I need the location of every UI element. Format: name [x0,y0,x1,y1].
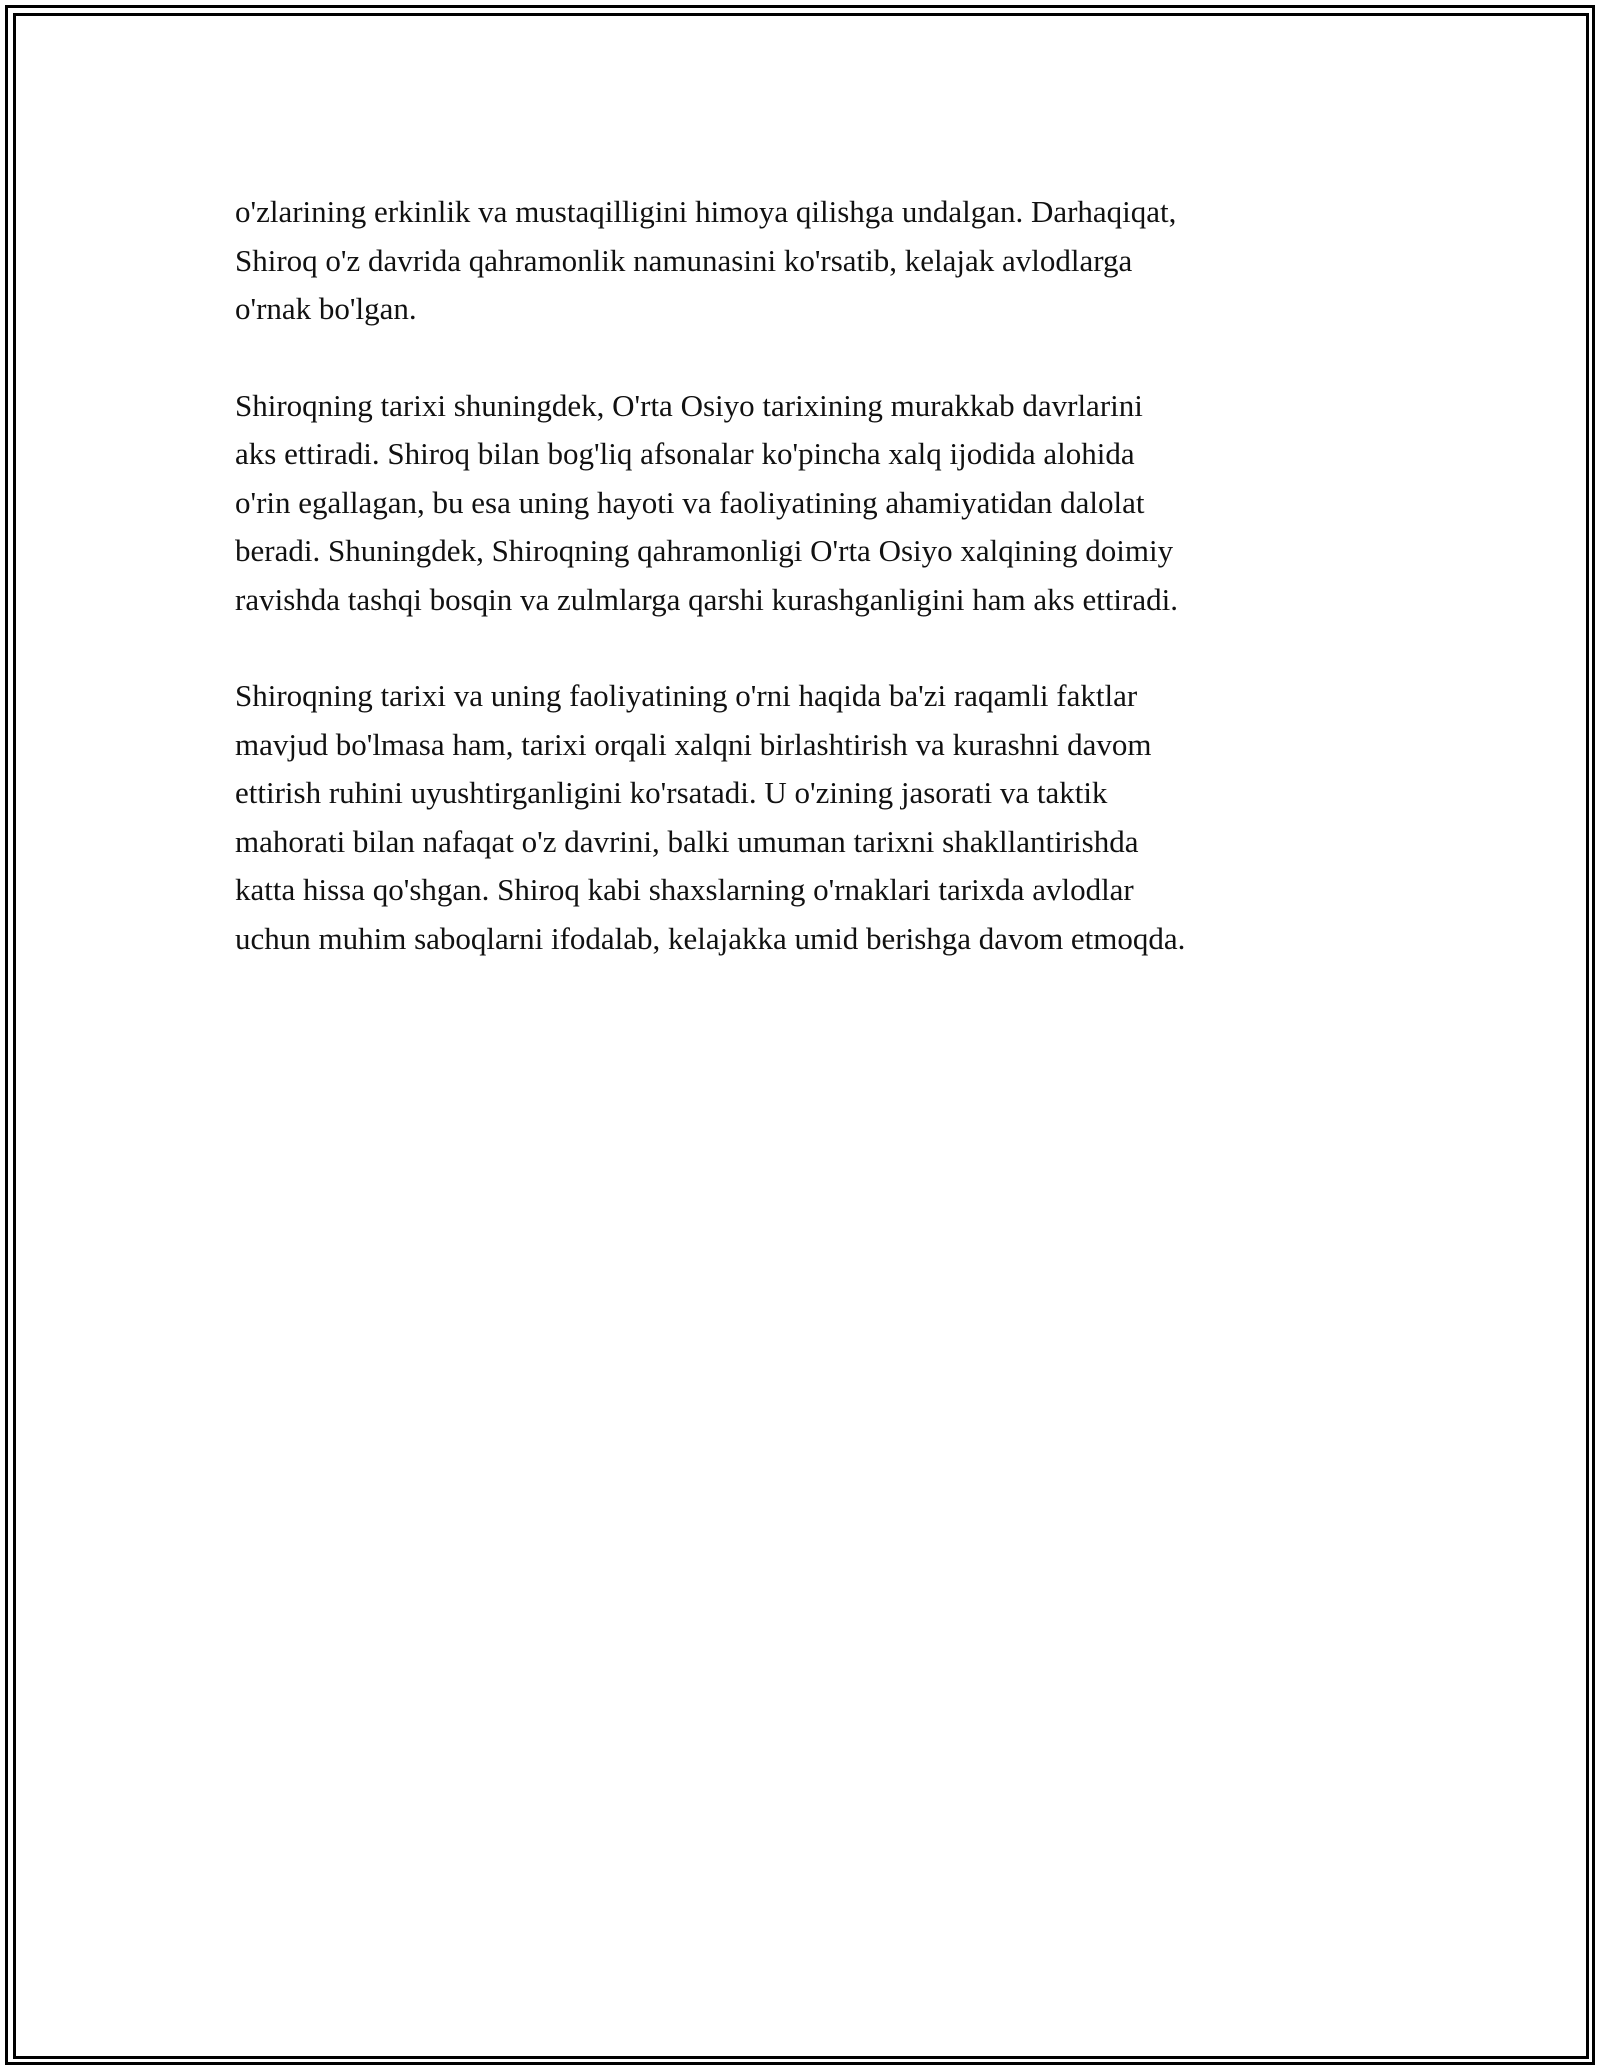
paragraph [235,188,1375,334]
paragraph [235,672,1375,963]
document-body [235,188,1375,1011]
paragraph [235,382,1375,625]
text-line: o'rin egallagan, bu esa uning hayoti va faoliyatining ahamiyatidan dalolat [235,484,1145,520]
text-line: beradi. Shuningdek, Shiroqning qahramonligi O'rta Osiyo xalqining doimiy [235,533,1174,568]
text-line: uchun muhim saboqlarni ifodalab, kelajakka umid berishga davom etmoqda. [235,920,1186,956]
text-line: mavjud bo'lmasa ham, tarixi orqali xalqni birlashtirish va kurashni davom [235,726,1152,762]
text-line: o'zlarining erkinlik va mustaqilligini himoya qilishga undalgan. Darhaqiqat, [235,194,1177,229]
text-line: aks ettiradi. Shiroq bilan bog'liq afsonalar ko'pincha xalq ijodida alohida [235,436,1135,471]
text-line: Shiroqning tarixi va uning faoliyatining o'rni haqida ba'zi raqamli faktlar [235,678,1138,713]
text-line: Shiroqning tarixi shuningdek, O'rta Osiyo tarixining murakkab davrlarini [235,387,1143,423]
text-line: ravishda tashqi bosqin va zulmlarga qarshi kurashganligini ham aks ettiradi. [235,581,1178,617]
text-line: mahorati bilan nafaqat o'z davrini, balki umuman tarixni shakllantirishda [235,823,1139,859]
text-line: ettirish ruhini uyushtirganligini ko'rsatadi. U o'zining jasorati va taktik [235,775,1108,810]
text-line: katta hissa qo'shgan. Shiroq kabi shaxslarning o'rnaklari tarixda avlodlar [235,872,1134,907]
text-line: o'rnak bo'lgan. [235,291,417,326]
text-line: Shiroq o'z davrida qahramonlik namunasini ko'rsatib, kelajak avlodlarga [235,242,1133,278]
